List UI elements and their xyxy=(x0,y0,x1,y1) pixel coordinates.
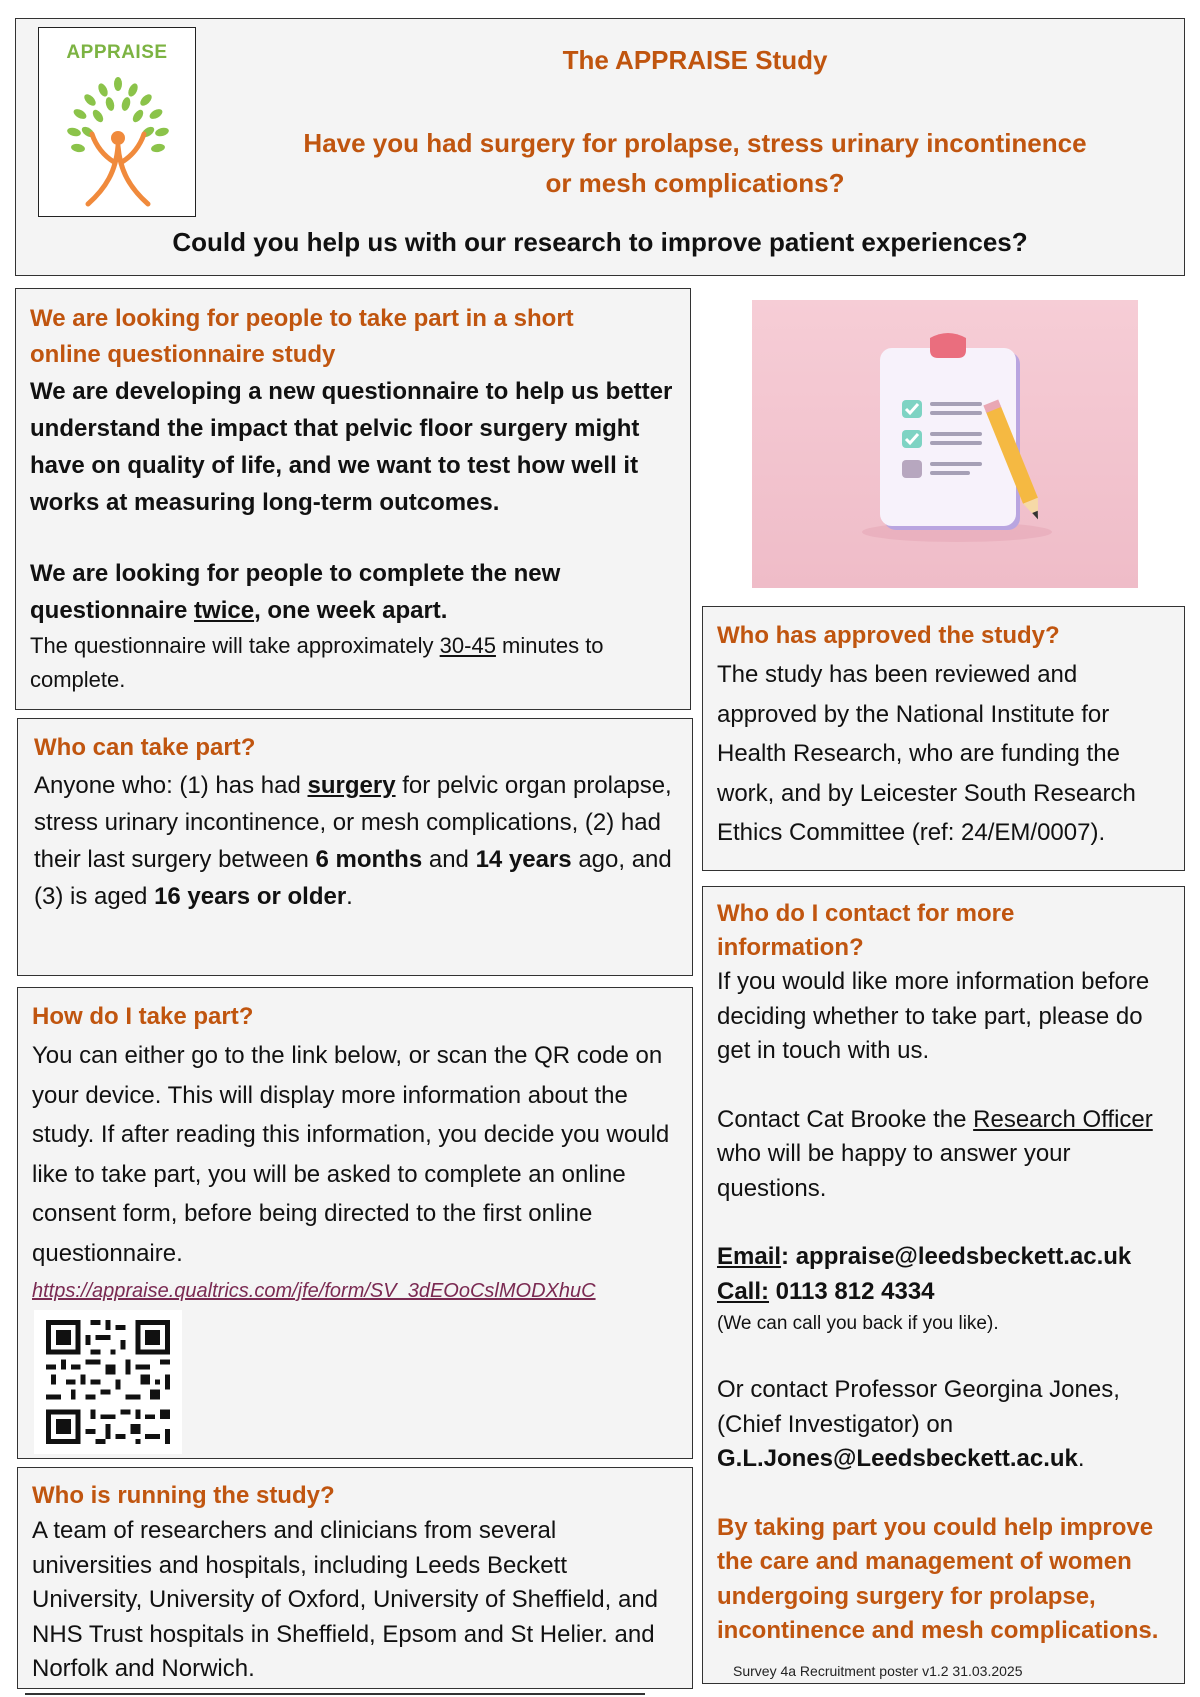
contact-phone[interactable] xyxy=(717,1275,1170,1310)
call-value[interactable]: 0113 812 4334 xyxy=(769,1277,935,1305)
questionnaire-heading-line-2: online questionnaire study xyxy=(30,341,336,368)
duration-before: The questionnaire will take approximately xyxy=(30,633,440,658)
approved-text: The study has been reviewed and approved by the National Institute for Health Research, who are funding the work, and by Leicester South Research Ethics Committee (ref: 24/EM/0007). xyxy=(717,661,1136,846)
contact-heading-line-1: Who do I contact for more xyxy=(717,900,1015,927)
survey-link[interactable]: https://appraise.qualtrics.com/jfe/form/SV_3dEOoCslMODXhuC xyxy=(32,1280,596,1302)
poster-question xyxy=(216,123,1174,203)
poster-tagline: Could you help us with our research to improve patient experiences? xyxy=(172,227,1028,257)
contact-section xyxy=(702,886,1185,1684)
duration-value: 30-45 xyxy=(439,633,496,658)
twice-before: We are looking for people to complete the new questionnaire xyxy=(30,560,561,624)
twice-word: twice xyxy=(194,597,255,624)
callback-note: (We can call you back if you like). xyxy=(717,1313,999,1334)
cat-after: who will be happy to answer your questions. xyxy=(717,1140,1071,1202)
questionnaire-section xyxy=(15,288,691,710)
contact-intro: If you would like more information before deciding whether to take part, please do get in touch with us. xyxy=(717,968,1150,1064)
email-label: Email xyxy=(717,1243,782,1270)
email-value[interactable]: : appraise@leedsbeckett.ac.uk xyxy=(781,1243,1132,1270)
header-banner xyxy=(15,18,1185,276)
eligibility-heading: Who can take part? xyxy=(34,734,256,761)
eligibility-surgery: surgery xyxy=(307,772,396,799)
contact-research-officer xyxy=(717,1103,1170,1207)
clipboard-checklist-icon xyxy=(752,300,1138,588)
call-label: Call: xyxy=(717,1277,770,1305)
eligibility-section xyxy=(17,718,693,976)
questionnaire-description: We are developing a new questionnaire to help us better understand the impact that pelvic floor surgery might have on quality of life, and we want to test how well it works at measuring long-term outcomes. xyxy=(30,378,673,516)
approval-section xyxy=(702,606,1185,871)
how-heading: How do I take part? xyxy=(32,1003,254,1030)
eligibility-part-7: ago, and (3) is aged xyxy=(34,846,672,910)
logo-text: APPRAISE xyxy=(66,42,168,63)
questionnaire-twice-text xyxy=(30,555,676,629)
how-text: You can either go to the link below, or scan the QR code on your device. This will display more information about the study. If after reading this information, you decide you would like to take part, you will be asked to complete an online consent form, before being directed to the first online questionnaire. xyxy=(32,1042,670,1267)
contact-heading-line-2: information? xyxy=(717,934,864,961)
qr-code-icon[interactable] xyxy=(34,1310,182,1454)
eligibility-age: 16 years or older xyxy=(154,883,347,910)
appraise-logo xyxy=(38,27,196,217)
questionnaire-heading xyxy=(30,301,676,373)
approved-heading: Who has approved the study? xyxy=(717,622,1060,649)
tree-icon xyxy=(58,76,178,211)
eligibility-14-years: 14 years xyxy=(475,846,572,873)
running-heading: Who is running the study? xyxy=(32,1482,335,1509)
twice-after: , one week apart. xyxy=(254,597,448,624)
study-team-section xyxy=(17,1467,693,1689)
cat-before: Contact Cat Brooke the xyxy=(717,1105,974,1133)
contact-heading xyxy=(717,897,1170,965)
questionnaire-heading-line-1: We are looking for people to take part in a short xyxy=(30,305,574,332)
cat-role: Research Officer xyxy=(973,1105,1153,1133)
questionnaire-duration-text xyxy=(30,629,676,697)
question-line-1: Have you had surgery for prolapse, stress urinary incontinence xyxy=(303,128,1087,158)
eligibility-end: . xyxy=(346,883,353,910)
closing-statement: By taking part you could help improve the care and management of women undergoing surgery for prolapse, incontinence and mesh complications. xyxy=(717,1513,1159,1644)
contact-professor xyxy=(717,1373,1170,1477)
eligibility-part-3: for pelvic organ prolapse, stress urinary incontinence, or mesh complications, (2) had their last surgery between xyxy=(34,772,672,873)
running-text: A team of researchers and clinicians from several universities and hospitals, including Leeds Beckett University, University of Oxford, University of Sheffield, and NHS Trust hospitals in Sheffield, Epsom and St Helier. and Norfolk and Norwich. xyxy=(32,1517,659,1682)
eligibility-text xyxy=(34,767,676,915)
duration-after: minutes to complete. xyxy=(30,633,604,692)
prof-end: . xyxy=(1077,1445,1085,1472)
clipboard-illustration xyxy=(752,300,1138,588)
eligibility-part-5: and xyxy=(422,846,476,873)
contact-email[interactable] xyxy=(717,1240,1170,1275)
question-line-2: or mesh complications? xyxy=(545,168,845,198)
prof-text: Or contact Professor Georgina Jones, (Chief Investigator) on xyxy=(717,1376,1120,1438)
poster-title: The APPRAISE Study xyxy=(562,45,828,75)
bottom-divider xyxy=(25,1693,645,1695)
eligibility-part-1: Anyone who: (1) has had xyxy=(34,772,308,799)
eligibility-6-months: 6 months xyxy=(315,846,423,873)
version-note: Survey 4a Recruitment poster v1.2 31.03.2025 xyxy=(733,1663,1023,1679)
prof-email[interactable]: G.L.Jones@Leedsbeckett.ac.uk xyxy=(717,1445,1078,1472)
how-to-take-part-section xyxy=(17,987,693,1459)
